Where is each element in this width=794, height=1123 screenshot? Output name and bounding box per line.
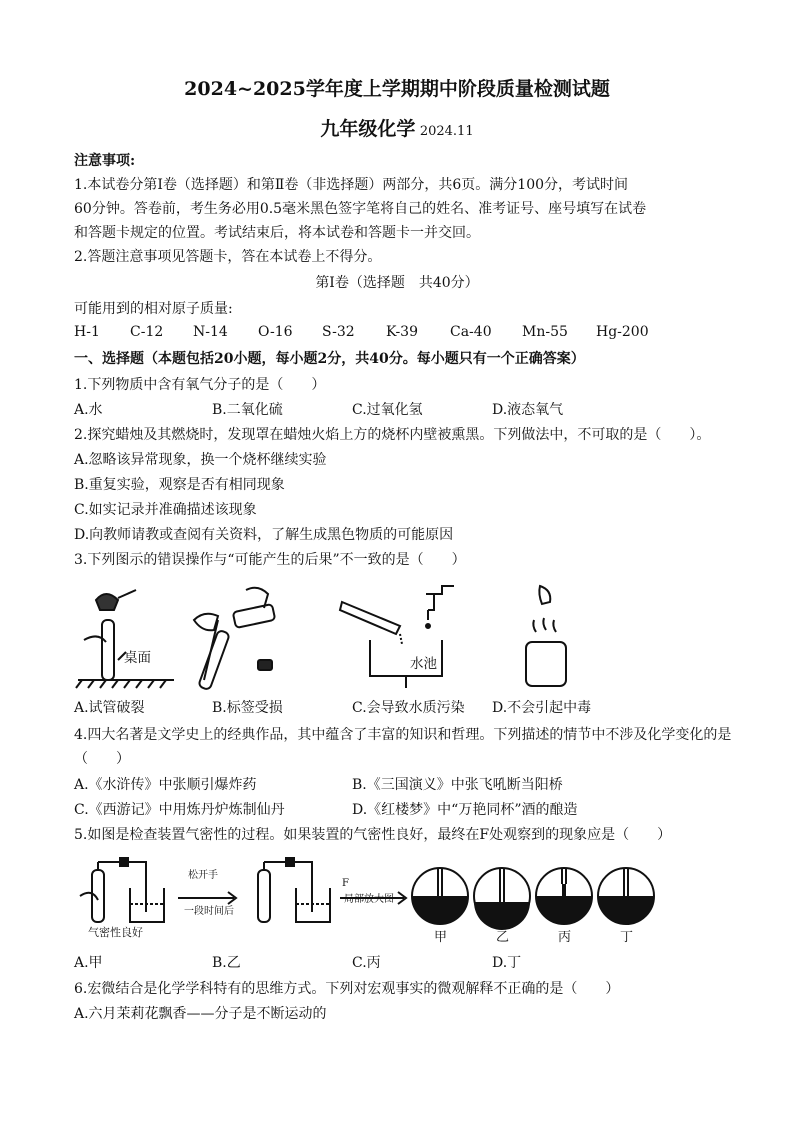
question-stem-cont: （ ）	[74, 751, 130, 767]
ding-label: 丁	[620, 930, 634, 945]
q3-figure-c	[336, 580, 476, 690]
zoom-label: 局部放大图	[344, 894, 394, 905]
question-stem: 6.宏微结合是化学学科特有的思维方式。下列对宏观事实的微观解释不正确的是（ ）	[74, 981, 620, 997]
f-label: F	[342, 878, 349, 889]
pouring-reagent-illustration	[184, 580, 294, 690]
desk-label: 桌面	[124, 650, 151, 666]
smelling-gas-illustration	[512, 580, 582, 690]
test-tube-on-desk-illustration	[74, 580, 184, 690]
option: A.水	[74, 402, 103, 418]
atomic-mass-item: O-16	[258, 324, 293, 340]
atomic-mass-item: S-32	[322, 324, 355, 340]
question-stem: 3.下列图示的错误操作与“可能产生的后果”不一致的是（ ）	[74, 552, 466, 568]
q3-figure-a	[74, 580, 184, 690]
exam-subtitle: 九年级化学	[320, 118, 416, 140]
option: B.二氧化硫	[212, 402, 283, 418]
exam-title: 2024~2025学年度上学期期中阶段质量检测试题	[184, 78, 610, 100]
question-stem: 1.下列物质中含有氧气分子的是（ ）	[74, 377, 326, 393]
question-stem: 5.如图是检查装置气密性的过程。如果装置的气密性良好，最终在F处观察到的现象应是（ ）	[74, 827, 672, 843]
option: C.《西游记》中用炼丹炉炼制仙丹	[74, 802, 285, 818]
after-time-label: 一段时间后	[184, 906, 234, 917]
atomic-mass-item: Ca-40	[450, 324, 492, 340]
q5-figure	[74, 852, 674, 944]
q3-figure-d	[512, 580, 582, 690]
option: B.乙	[212, 955, 241, 971]
atomic-mass-label: 可能用到的相对原子质量:	[74, 301, 233, 317]
option: D.《红楼梦》中“万艳同杯”酒的酿造	[352, 802, 578, 818]
yi-label: 乙	[496, 930, 510, 945]
atomic-mass-item: K-39	[386, 324, 418, 340]
option: A.试管破裂	[74, 700, 145, 716]
option: C.会导致水质污染	[352, 700, 465, 716]
jia-label: 甲	[434, 930, 448, 945]
option: C.过氧化氢	[352, 402, 423, 418]
option: D.向教师请教或查阅有关资料，了解生成黑色物质的可能原因	[74, 527, 454, 543]
sink-label: 水池	[410, 656, 437, 672]
notice-line: 60分钟。答卷前，考生务必用0.5毫米黑色签字笔将自己的姓名、准考证号、座号填写在试卷	[74, 201, 647, 217]
section-title: 第Ⅰ卷（选择题 共40分）	[315, 275, 479, 291]
option: A.忽略该异常现象，换一个烧杯继续实验	[74, 452, 327, 468]
option: B.标签受损	[212, 700, 283, 716]
question-stem: 4.四大名著是文学史上的经典作品，其中蕴含了丰富的知识和哲理。下列描述的情节中不涉及化学变化的是	[74, 727, 732, 743]
notice-line: 1.本试卷分第Ⅰ卷（选择题）和第Ⅱ卷（非选择题）两部分，共6页。满分100分，考试时间	[74, 177, 629, 193]
atomic-mass-item: Hg-200	[596, 324, 649, 340]
atomic-mass-item: C-12	[130, 324, 164, 340]
option: B.《三国演义》中张飞吼断当阳桥	[352, 777, 563, 793]
option: C.丙	[352, 955, 381, 971]
atomic-mass-item: Mn-55	[522, 324, 568, 340]
part-heading: 一、选择题（本题包括20小题，每小题2分，共40分。每小题只有一个正确答案）	[74, 351, 585, 367]
option: A.六月茉莉花飘香——分子是不断运动的	[74, 1006, 327, 1022]
notice-heading: 注意事项:	[74, 153, 136, 169]
question-stem: 2.探究蜡烛及其燃烧时，发现罩在蜡烛火焰上方的烧杯内壁被熏黑。下列做法中，不可取的是（ ）。	[74, 427, 711, 443]
exam-date: 2024.11	[419, 124, 474, 139]
q3-figure-b	[184, 580, 294, 690]
option: D.不会引起中毒	[492, 700, 592, 716]
atomic-mass-item: H-1	[74, 324, 100, 340]
atomic-mass-item: N-14	[193, 324, 228, 340]
waste-into-sink-illustration	[336, 580, 476, 690]
option: A.甲	[74, 955, 103, 971]
option: D.液态氧气	[492, 402, 564, 418]
exam-subtitle-row	[0, 114, 794, 141]
airtight-label: 气密性良好	[88, 926, 143, 939]
bing-label: 丙	[558, 930, 572, 945]
option: C.如实记录并准确描述该现象	[74, 502, 257, 518]
option: A.《水浒传》中张顺引爆炸药	[74, 777, 257, 793]
notice-line: 和答题卡规定的位置。考试结束后，将本试卷和答题卡一并交回。	[74, 225, 480, 241]
option: B.重复实验，观察是否有相同现象	[74, 477, 285, 493]
option: D.丁	[492, 955, 522, 971]
notice-line: 2.答题注意事项见答题卡，答在本试卷上不得分。	[74, 249, 382, 265]
release-hand-label: 松开手	[188, 870, 218, 881]
